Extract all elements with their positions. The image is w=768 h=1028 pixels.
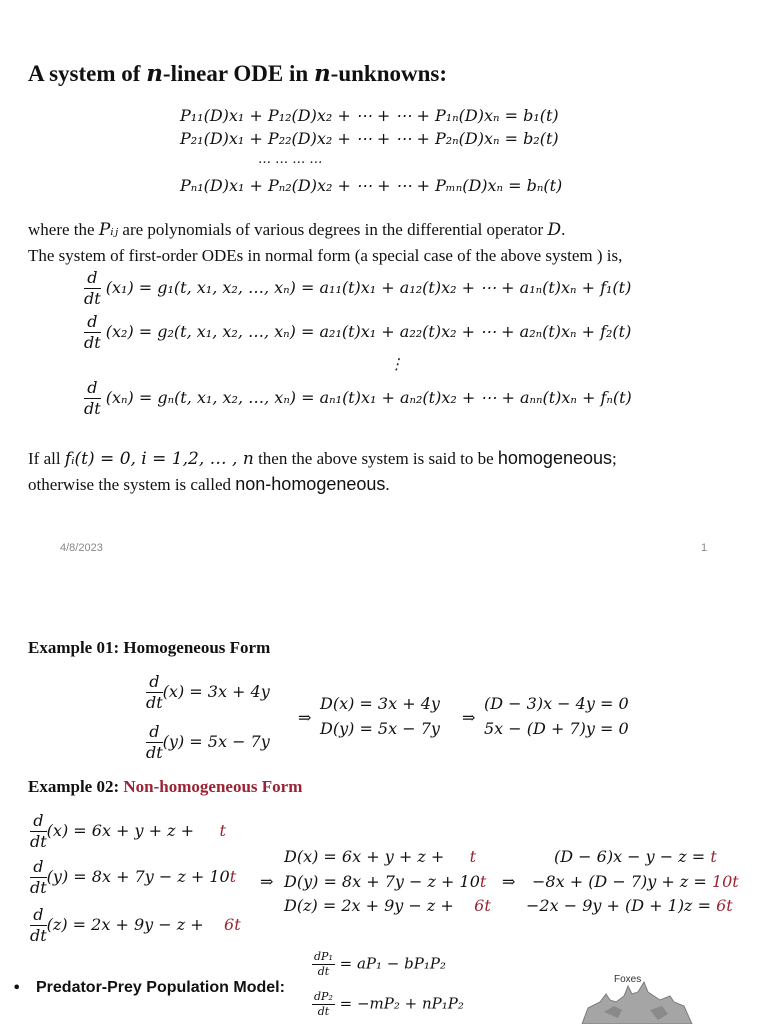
- derivative-fraction: $\frac{\text{dP₂}}{dt}$: [314, 990, 333, 1018]
- predator-prey-label: Predator-Prey Population Model:: [36, 979, 285, 996]
- ex2-rhs-row-1: (D − 6)x − y − z = t: [554, 847, 717, 866]
- homogeneous-definition: If all fᵢ(t) = 0, i = 1,2, … , n then the above system is said to be homogeneous;: [28, 448, 617, 469]
- ex1-mid-row-2: D(y) = 5x − 7y: [320, 719, 440, 738]
- ex2-rhs-row-2: −8x + (D − 7)y + z = 10t: [532, 872, 739, 891]
- footer-date: 4/8/2023: [60, 542, 103, 554]
- example-01-label: Example 01: Homogeneous Form: [28, 638, 271, 657]
- normal-row-2: $\frac{d}{dt}$ (x₂) = g₂(t, x₁, x₂, …, xₙ) = a₂₁(t)x₁ + a₂₂(t)x₂ + ⋯ + a₂ₙ(t)xₙ + f₂(t): [84, 312, 632, 352]
- nonhomogeneous-term: non-homogeneous: [235, 474, 386, 494]
- ex1-lhs-row-1: $\frac{d}{dt}$ (x) = 3x + 4y: [146, 672, 270, 712]
- ex2-mid-row-1: D(x) = 6x + y + z + t: [284, 847, 477, 866]
- ex2-arrow-2: ⇒: [502, 872, 516, 891]
- normal-form-line: The system of first-order ODEs in normal form (a special case of the above system ) is,: [28, 246, 623, 265]
- system-row-ellipsis: … … … …: [258, 152, 323, 167]
- normal-row-1: $\frac{d}{dt}$ (x₁) = g₁(t, x₁, x₂, …, xₙ) = a₁₁(t)x₁ + a₁₂(t)x₂ + ⋯ + a₁ₙ(t)xₙ + f₁(t): [84, 268, 632, 308]
- ex1-arrow-1: ⇒: [298, 708, 312, 727]
- derivative-fraction: $\frac{d}{dt}$: [84, 312, 101, 352]
- derivative-fraction: $\frac{d}{dt}$: [84, 378, 101, 418]
- system-row-n: Pₙ₁(D)x₁ + Pₙ₂(D)x₂ + ⋯ + ⋯ + Pₘₙ(D)xₙ = bₙ(t): [180, 176, 563, 195]
- bullet: •: [12, 978, 22, 997]
- footer-page-number: 1: [701, 542, 708, 554]
- ex2-rhs-row-3: −2x − 9y + (D + 1)z = 6t: [526, 896, 733, 915]
- ex1-rhs-row-2: 5x − (D + 7)y = 0: [484, 719, 629, 738]
- ex2-lhs-row-3: $\frac{d}{dt}$ (z) = 2x + 9y − z + 6t: [30, 905, 241, 945]
- derivative-fraction: $\frac{d}{dt}$: [146, 722, 163, 762]
- ex1-lhs-row-2: $\frac{d}{dt}$ (y) = 5x − 7y: [146, 722, 270, 762]
- example-02-label: Example 02: Non-homogeneous Form: [28, 777, 303, 796]
- foxes-illustration: [574, 972, 694, 1024]
- predator-eq-2: $\frac{\text{dP₂}}{dt}$ = −mP₂ + nP₁P₂: [314, 990, 464, 1018]
- nonhomogeneous-definition: otherwise the system is called non-homogeneous.: [28, 474, 390, 494]
- derivative-fraction: $\frac{d}{dt}$: [30, 857, 47, 897]
- ex2-arrow-1: ⇒: [260, 872, 274, 891]
- ex1-rhs-row-1: (D − 3)x − 4y = 0: [484, 694, 629, 713]
- ex2-mid-row-2: D(y) = 8x + 7y − z + 10t: [284, 872, 487, 891]
- system-row-2: P₂₁(D)x₁ + P₂₂(D)x₂ + ⋯ + ⋯ + P₂ₙ(D)xₙ = b₂(t): [180, 129, 559, 148]
- derivative-fraction: $\frac{d}{dt}$: [146, 672, 163, 712]
- system-row-1: P₁₁(D)x₁ + P₁₂(D)x₂ + ⋯ + ⋯ + P₁ₙ(D)xₙ = b₁(t): [180, 106, 559, 125]
- ex2-lhs-row-2: $\frac{d}{dt}$ (y) = 8x + 7y − z + 10t: [30, 857, 237, 897]
- derivative-fraction: $\frac{d}{dt}$: [30, 811, 47, 851]
- derivative-fraction: $\frac{d}{dt}$: [30, 905, 47, 945]
- slide-title: A system of n-linear ODE in n-unknowns:: [28, 60, 448, 87]
- foxes-label: Foxes: [614, 974, 642, 985]
- vertical-ellipsis: ⋮: [389, 355, 404, 373]
- where-line: where the Pᵢⱼ are polynomials of various degrees in the differential operator D.: [28, 220, 566, 240]
- predator-eq-1: $\frac{\text{dP₁}}{dt}$ = aP₁ − bP₁P₂: [314, 950, 446, 978]
- derivative-fraction: $\frac{d}{dt}$: [84, 268, 101, 308]
- derivative-fraction: $\frac{\text{dP₁}}{dt}$: [314, 950, 333, 978]
- ex1-mid-row-1: D(x) = 3x + 4y: [320, 694, 440, 713]
- ex2-lhs-row-1: $\frac{d}{dt}$ (x) = 6x + y + z + t: [30, 811, 226, 851]
- ex2-mid-row-3: D(z) = 2x + 9y − z + 6t: [284, 896, 491, 915]
- normal-row-n: $\frac{d}{dt}$ (xₙ) = gₙ(t, x₁, x₂, …, xₙ) = aₙ₁(t)x₁ + aₙ₂(t)x₂ + ⋯ + aₙₙ(t)xₙ + fₙ(t): [84, 378, 632, 418]
- ex1-arrow-2: ⇒: [462, 708, 476, 727]
- homogeneous-term: homogeneous: [497, 448, 612, 468]
